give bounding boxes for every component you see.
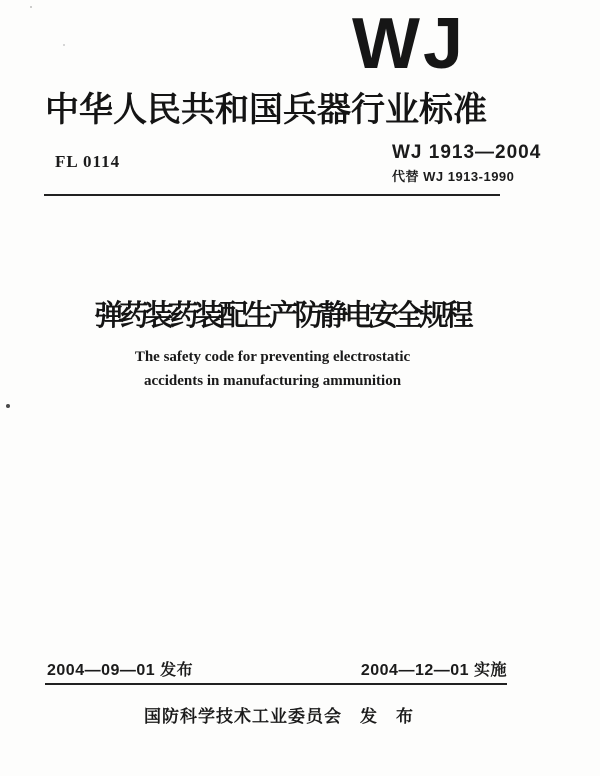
issuing-body: 国防科学技术工业委员会 发 布 — [144, 707, 414, 726]
standard-number: WJ 1913—2004 — [392, 142, 542, 163]
supersedes-note: 代替 WJ 1913-1990 — [392, 169, 515, 184]
scan-speck — [63, 44, 65, 46]
document-title-zh: 弹药装药装配生产防静电安全规程 — [94, 300, 470, 332]
title-en-line1: The safety code for preventing electrostatic — [134, 349, 411, 365]
header-rule — [44, 194, 500, 196]
issue-date: 2004—09—01 发布 — [47, 662, 194, 679]
standard-logo-wj: WJ — [352, 4, 466, 84]
standard-number-block — [392, 142, 541, 185]
title-en-line2: accidents in manufacturing ammunition — [143, 373, 402, 389]
document-title-en — [0, 345, 545, 393]
footer-rule — [45, 683, 507, 685]
dates-row — [47, 657, 507, 680]
standard-class-title: 中华人民共和国兵器行业标准 — [45, 91, 487, 129]
classification-code: FL 0114 — [55, 152, 121, 171]
scan-speck — [30, 6, 32, 8]
scan-speck — [6, 404, 10, 408]
implementation-date: 2004—12—01 实施 — [360, 662, 507, 679]
